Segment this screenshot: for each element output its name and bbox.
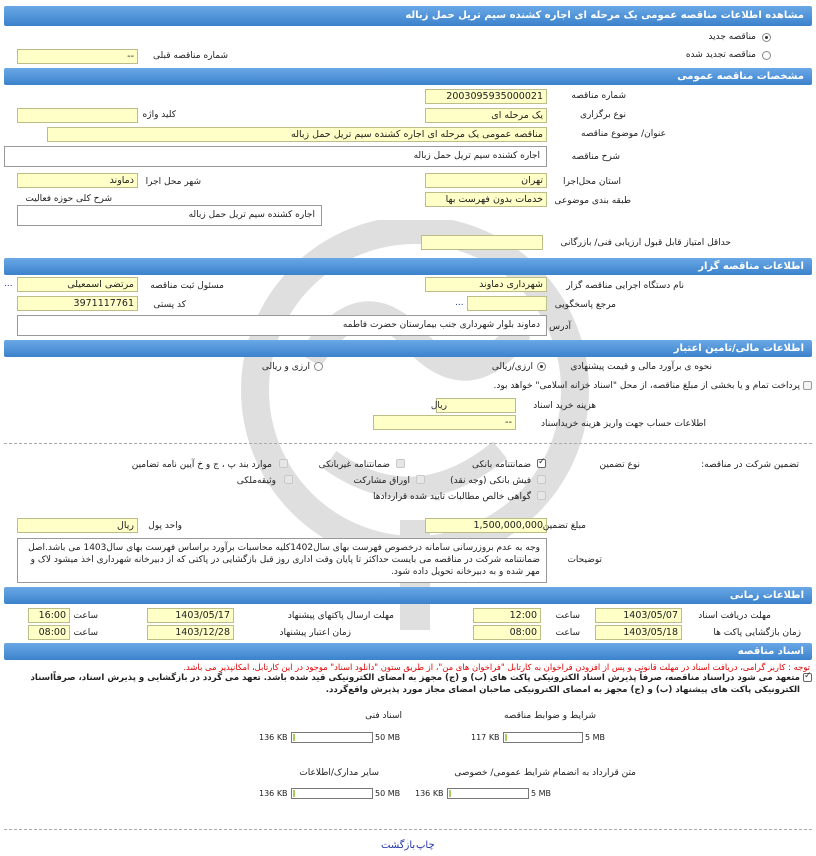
doc-contract-size: 136 KB <box>415 789 444 798</box>
section-timing-header <box>4 587 812 604</box>
new-tender-radio[interactable] <box>762 33 771 42</box>
city-label: شهر محل اجرا <box>145 177 201 187</box>
subject-label: عنوان/ موضوع مناقصه <box>581 129 666 139</box>
doc-technical-max: 50 MB <box>375 733 401 742</box>
bonds-label: اوراق مشارکت <box>353 476 410 486</box>
doc-other-label: سایر مدارک/اطلاعات <box>299 768 379 778</box>
bank-guarantee-checkbox[interactable] <box>537 459 546 468</box>
section-finance-header <box>4 340 812 357</box>
renewed-tender-radio[interactable] <box>762 51 771 60</box>
send-date-field: 1403/05/17 <box>147 608 234 623</box>
opening-hour-field: 08:00 <box>473 625 541 640</box>
treasury-checkbox[interactable] <box>803 381 812 390</box>
registrar-field: مرتضی اسمعیلی <box>17 277 138 292</box>
new-tender-label: مناقصه جدید <box>708 32 756 42</box>
min-score-field <box>421 235 543 250</box>
doc-technical-progress <box>291 732 373 743</box>
account-info-label: اطلاعات حساب جهت واریز هزینه خریداسناد <box>541 419 706 429</box>
opening-time-label: زمان بازگشایی پاکت ها <box>713 628 801 638</box>
print-link[interactable]: چاپ <box>416 840 435 851</box>
city-field: دماوند <box>17 173 138 188</box>
receive-time-field: 12:00 <box>473 608 541 623</box>
doc-terms-size: 117 KB <box>471 733 500 742</box>
doc-terms-progress <box>503 732 583 743</box>
section-finance-title: اطلاعات مالی/تامین اعتبار <box>673 343 804 354</box>
doc-technical-label: اسناد فنی <box>365 711 402 721</box>
receive-date-field: 1403/05/07 <box>595 608 682 623</box>
bank-guarantee-label: ضمانتنامه بانکی <box>472 460 531 470</box>
reference-label: مرجع پاسخگویی <box>554 300 616 310</box>
registrar-label: مسئول ثبت مناقصه <box>150 281 224 291</box>
doc-contract-progress <box>447 788 529 799</box>
fx-rial-radio[interactable] <box>537 362 546 371</box>
tender-type-label: نوع برگزاری <box>580 110 626 120</box>
section-timing-title: اطلاعات زمانی <box>729 590 804 601</box>
estimate-method-label: نحوه ی برآورد مالی و قیمت پیشنهادی <box>570 362 712 372</box>
regulation-items-label: موارد بند پ ، ج و خ آیین نامه تضامین <box>131 460 272 470</box>
min-score-label: حداقل امتیاز قابل قبول ارزیابی فنی/ بازرگانی <box>560 238 731 248</box>
opening-date-field: 1403/05/18 <box>595 625 682 640</box>
province-label: استان محل‌اجرا <box>563 177 621 187</box>
previous-tender-number-field: -- <box>17 49 138 64</box>
bonds-checkbox[interactable] <box>416 475 425 484</box>
send-time-field: 16:00 <box>28 608 70 623</box>
tender-type-field: یک مرحله ای <box>425 108 547 123</box>
section-organizer-header <box>4 258 812 275</box>
property-collateral-label: وثیقه‌ملکی <box>236 476 276 486</box>
doc-contract-max: 5 MB <box>531 789 552 798</box>
keyword-field <box>17 108 138 123</box>
back-link[interactable]: بازگشت <box>381 840 416 851</box>
receive-deadline-label: مهلت دریافت اسناد <box>698 611 771 621</box>
treasury-text: پرداخت تمام و یا بخشی از مبلغ مناقصه، از محل "اسناد خزانه اسلامی" خواهد بود. <box>493 381 800 391</box>
fx-rial-label: ارزی/ریالی <box>491 362 533 372</box>
footer-divider <box>4 829 812 830</box>
reference-more-link[interactable]: ... <box>455 298 464 308</box>
claims-certificate-checkbox[interactable] <box>537 491 546 500</box>
section-docs-header <box>4 643 812 660</box>
registrar-more-link[interactable]: ... <box>4 279 13 289</box>
claims-certificate-label: گواهی خالص مطالبات تایید شده قراردادها <box>373 492 531 502</box>
receive-time-label: ساعت <box>555 611 580 621</box>
validity-time-field: 08:00 <box>28 625 70 640</box>
fx-and-rial-radio[interactable] <box>314 362 323 371</box>
doc-terms-label: شرایط و ضوابط مناقصه <box>503 711 596 721</box>
nonbank-guarantee-checkbox[interactable] <box>396 459 405 468</box>
section-docs-title: اسناد مناقصه <box>737 646 804 657</box>
reference-field <box>467 296 547 311</box>
page-header <box>4 6 812 26</box>
postal-code-label: کد پستی <box>153 300 186 310</box>
validity-time-label: ساعت <box>73 628 98 638</box>
bank-receipt-checkbox[interactable] <box>537 475 546 484</box>
organization-label: نام دستگاه اجرایی مناقصه گزار <box>566 281 684 291</box>
previous-tender-number-label: شماره مناقصه قبلی <box>153 51 228 61</box>
guarantee-amount-label: مبلغ تضمین <box>542 521 586 531</box>
send-deadline-label: مهلت ارسال پاکتهای پیشنهاد <box>287 611 394 621</box>
notes-box: وجه به عدم بروزرسانی سامانه درخصوص فهرست بهای سال1402کلیه محاسبات برآورد براساس فهرست بهای سال1403 می باشد.اصل ضمانتنامه شرکت در مناقصه می بایست حداکثر تا پایان وقت اداری روز قبل بازگشایی در پاکتی که از دبیرخانه شهرداری اخذ میشود لاک و مهر شده و به دبیرخانه تحویل داده شود. <box>17 538 547 583</box>
currency-label: واحد پول <box>148 521 182 531</box>
doc-other-max: 50 MB <box>375 789 401 798</box>
tender-number-field: 2003095935000021 <box>425 89 547 104</box>
tender-number-label: شماره مناقصه <box>571 91 626 101</box>
section-general-header <box>4 68 812 85</box>
category-field: خدمات بدون فهرست بها <box>425 192 547 207</box>
validity-date-field: 1403/12/28 <box>147 625 234 640</box>
renewed-tender-label: مناقصه تجدید شده <box>685 50 756 60</box>
description-label: شرح مناقصه <box>571 152 620 162</box>
download-notice: توجه : کاربر گرامی، دریافت اسناد در مهلت قانونی و پس از افزودن فراخوان به کارتابل "فراخوان های من"، از طریق ستون "دانلود اسناد" موجود در این کارتابل، امکانپذیر می باشد. <box>183 662 810 672</box>
postal-code-field: 3971117761 <box>17 296 138 311</box>
section-organizer-title: اطلاعات مناقصه گزار <box>698 261 804 272</box>
section-general-title: مشخصات مناقصه عمومی <box>677 71 804 82</box>
doc-cost-field <box>436 398 516 413</box>
doc-contract-label: متن قرارداد به انضمام شرایط عمومی/ خصوصی <box>454 768 636 778</box>
page-title: مشاهده اطلاعات مناقصه عمومی یک مرحله ای اجاره کشنده سیم تریل حمل زباله <box>405 10 804 21</box>
doc-cost-label: هزینه خرید اسناد <box>533 401 596 411</box>
regulation-items-checkbox[interactable] <box>279 459 288 468</box>
commitment-text: متعهد می شود دراسناد مناقصه، صرفاً پذیرش اسناد الکترونیکی پاکت های (ب) و (ج) مجهز به امضای الکترونیکی قید شده باشد. تعهد می گردد در بازگشایی و پذیرش اسناد، صرفاًاسناد الکترونیکی پاکت های پیشنهاد (ب) و (ج) مجهز به امضای الکترونیکی صاحبان امضای مجاز مورد پذیرش واقع‌گردد. <box>30 673 800 695</box>
send-time-label: ساعت <box>73 611 98 621</box>
property-collateral-checkbox[interactable] <box>284 475 293 484</box>
doc-cost-unit: ریال <box>430 401 447 411</box>
doc-other-size: 136 KB <box>259 789 288 798</box>
notes-label: توضیحات <box>567 555 602 565</box>
opening-hour-label: ساعت <box>555 628 580 638</box>
guarantee-amount-field: 1,500,000,000 <box>425 518 547 533</box>
guarantee-type-label: نوع تضمین <box>599 460 640 470</box>
subject-field: مناقصه عمومی یک مرحله ای اجاره کشنده سیم تریل حمل زباله <box>47 127 547 142</box>
organization-field: شهرداری دماوند <box>425 277 547 292</box>
activity-scope-box: اجاره کشنده سیم تریل حمل زباله <box>17 205 322 226</box>
category-label: طبقه بندی موضوعی <box>554 196 631 206</box>
bank-receipt-label: فیش بانکی (وجه نقد) <box>450 476 531 486</box>
province-field: تهران <box>425 173 547 188</box>
activity-scope-label: شرح کلی حوزه فعالیت <box>25 194 112 204</box>
validity-label: زمان اعتبار پیشنهاد <box>279 628 351 638</box>
address-label: آدرس <box>549 322 571 332</box>
account-info-field: -- <box>373 415 516 430</box>
divider <box>4 443 812 444</box>
address-box: دماوند بلوار شهرداری جنب بیمارستان حضرت فاطمه <box>17 315 547 336</box>
doc-terms-max: 5 MB <box>585 733 606 742</box>
keyword-label: کلید واژه <box>142 110 176 120</box>
doc-technical-size: 136 KB <box>259 733 288 742</box>
doc-other-progress <box>291 788 373 799</box>
fx-and-rial-label: ارزی و ریالی <box>261 362 310 372</box>
description-box: اجاره کشنده سیم تریل حمل زباله <box>4 146 547 167</box>
currency-field: ریال <box>17 518 138 533</box>
nonbank-guarantee-label: ضمانتنامه غیربانکی <box>318 460 390 470</box>
commitment-checkbox[interactable] <box>803 673 812 682</box>
guarantee-label: تضمین شرکت در مناقصه: <box>701 460 799 470</box>
